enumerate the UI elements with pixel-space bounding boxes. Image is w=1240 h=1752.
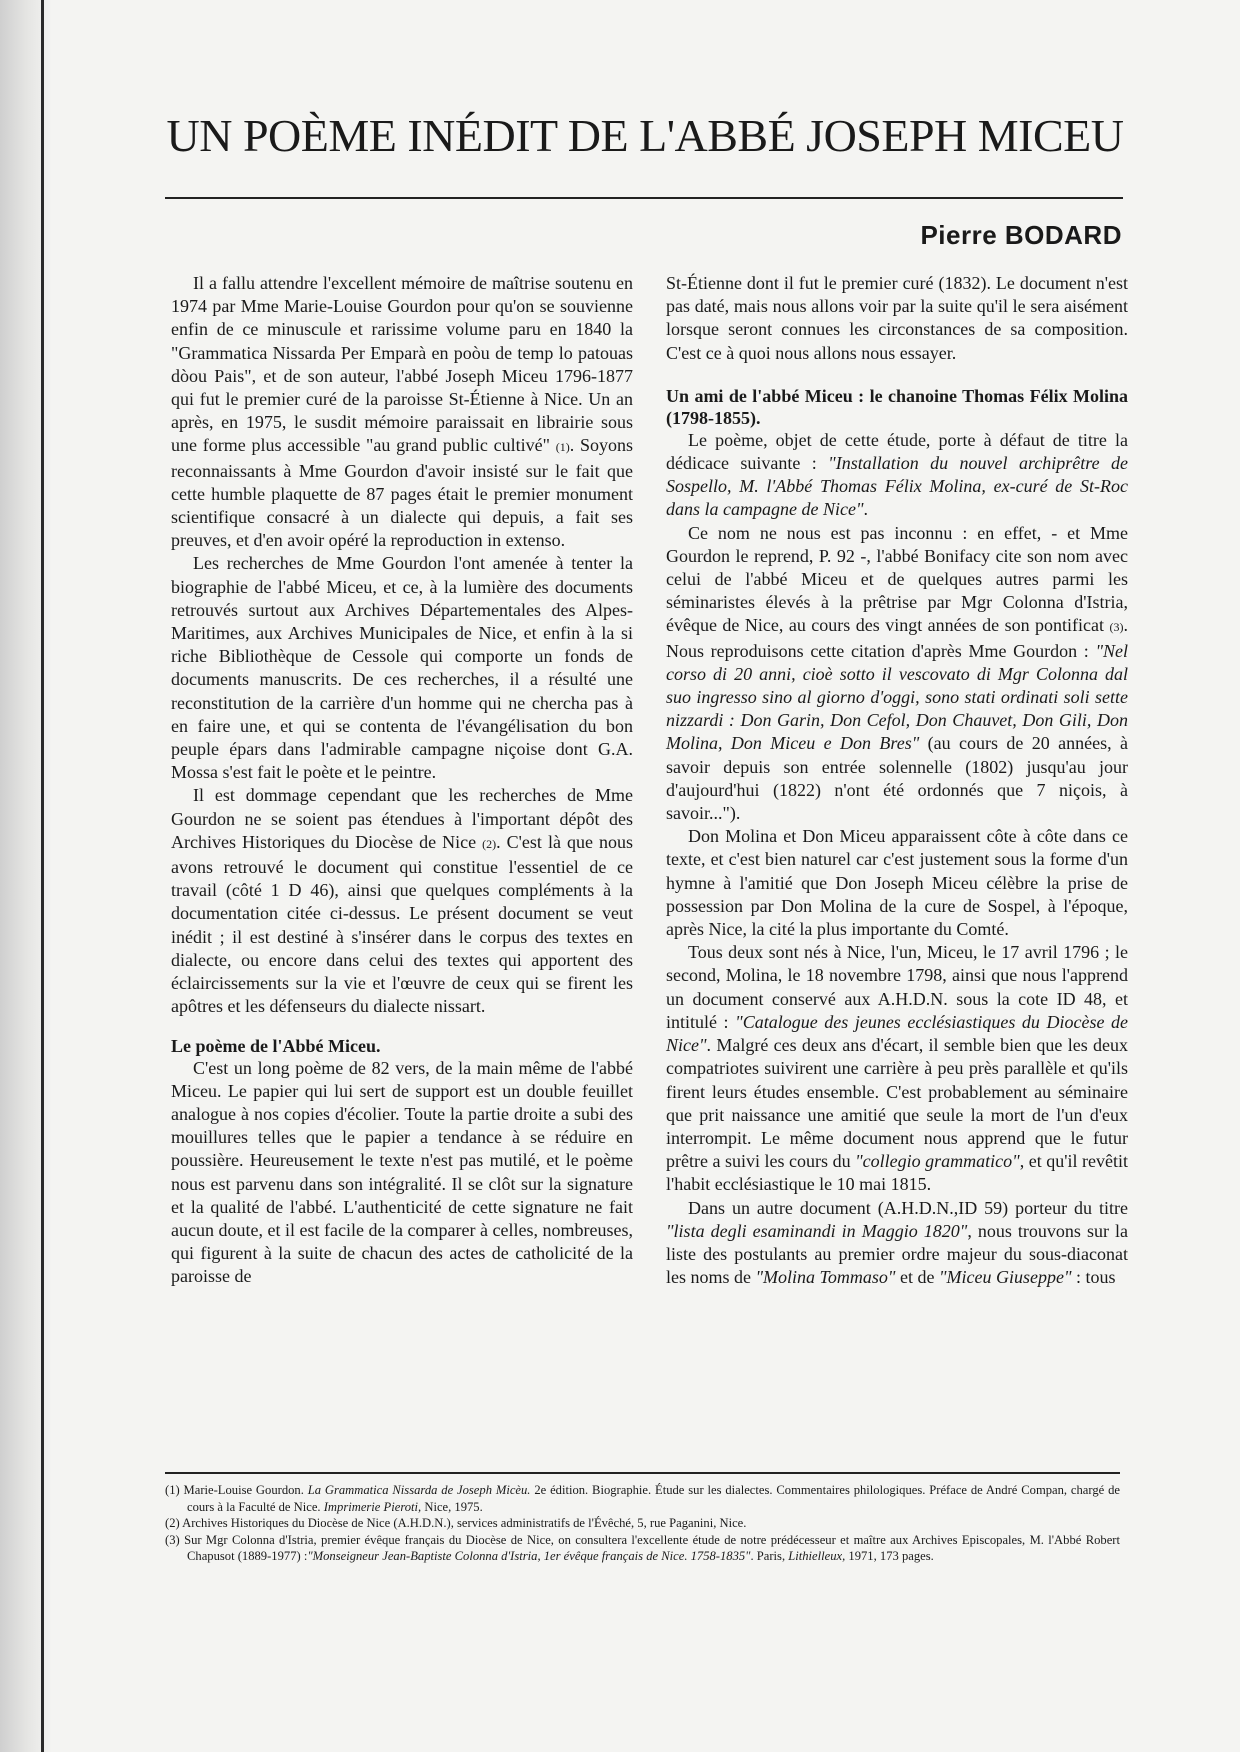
footnote-ref[interactable]: (3) [1109,620,1124,635]
paragraph: Il est dommage cependant que les recherches de Mme Gourdon ne se soient pas étendues à l'important dépôt des Archives Historiques du Diocèse de Nice (2). C'est là que nous avons retrouvé le document qui constitue l'essentiel de ce travail (côté 1 D 46), ainsi que quelques compléments à la documentation citée ci-dessus. Le présent document se veut inédit ; il est destiné à s'insérer dans le corpus des textes en dialecte, ou encore dans celui des textes qui apportent des éclaircissements sur la vie et l'œuvre de ceux qui se firent les apôtres et les défenseurs du dialecte nissart. [171,785,633,1017]
paragraph: C'est un long poème de 82 vers, de la main même de l'abbé Miceu. Le papier qui lui sert de support est un double feuillet analogue à nos copies d'écolier. Toute la partie droite a subi des mouillures telles que le papier a tendance à se réduire en poussière. Heureusement le texte n'est pas mutilé, et le poème nous est parvenu dans son intégralité. Il se clôt sur la signature et la qualité de l'abbé. L'authenticité de cette signature ne fait aucun doute, et il est facile de la comparer à celles, nombreuses, qui figurent à la suite de chacun des actes de catholicité de la paroisse de [171,1057,633,1287]
footnotes [165,1482,1120,1565]
paragraph: Ce nom ne nous est pas inconnu : en effet, - et Mme Gourdon le reprend, P. 92 -, l'abbé Bonifacy cite son nom avec celui de l'abbé Miceu et de quelques autres parmi les séminaristes élevés à la prêtrise par Mgr Colonna d'Istria, évêque de Nice, au cours des vingt années de son pontificat (3). Nous reproduisons cette citation d'après Mme Gourdon : "Nel corso di 20 anni, cioè sotto il vescovato di Mgr Colonna dal suo ingresso sino al giorno d'oggi, sono stati ordinati soli sette nizzardi : Don Garin, Don Cefol, Don Chauvet, Don Gili, Don Molina, Don Miceu e Don Bres" (au cours de 20 années, à savoir depuis son entrée solennelle (1802) jusqu'au jour d'aujourd'hui (1822) n'ont été ordonnés que 7 niçois, à savoir..."). [666,522,1128,824]
title-rule [165,197,1123,199]
footnote-2: (2) Archives Historiques du Diocèse de Nice (A.H.D.N.), services administratifs de l'Évêché, 5, rue Paganini, Nice. [165,1516,747,1530]
section-heading: Le poème de l'Abbé Miceu. [171,1035,381,1056]
footnote-rule [165,1472,1120,1474]
author-name: Pierre BODARD [920,220,1122,250]
footnote-ref[interactable]: (1) [555,440,570,455]
footnote-1: (1) Marie-Louise Gourdon. La Grammatica Nissarda de Joseph Micèu. 2e édition. Biographie. Étude sur les dialectes. Commentaires philologiques. Préface de André Compan, chargé de cours à la Faculté de Nice. Imprimerie Pieroti, Nice, 1975. [165,1483,1120,1514]
paragraph: Dans un autre document (A.H.D.N.,ID 59) porteur du titre "lista degli esaminandi in Maggio 1820", nous trouvons sur la liste des postulants au premier ordre majeur du sous-diaconat les noms de "Molina Tommaso" et de "Miceu Giuseppe" : tous [666,1197,1128,1288]
article-title: UN POÈME INÉDIT DE L'ABBÉ JOSEPH MICEU [166,110,1124,161]
paragraph: Don Molina et Don Miceu apparaissent côte à côte dans ce texte, et c'est bien naturel car c'est justement sous la forme d'un hymne à l'amitié que Don Joseph Miceu célèbre la prise de possession par Don Molina de la cure de Sospel, à l'époque, après Nice, la cité la plus importante du Comté. [666,826,1128,940]
paragraph: St-Étienne dont il fut le premier curé (1832). Le document n'est pas daté, mais nous allons voir par la suite qu'il le sera aisément lorsque seront connues les circonstances de sa composition. C'est ce à quoi nous allons nous essayer. [666,273,1128,363]
paragraph: Les recherches de Mme Gourdon l'ont amenée à tenter la biographie de l'abbé Miceu, et ce, à la lumière des documents retrouvés surtout aux Archives Départementales des Alpes-Maritimes, aux Archives Municipales de Nice, et enfin à la si riche Bibliothèque de Cessole qui comporte un fonds de documents manuscrits. De ces recherches, il a résulté une reconstitution de la carrière d'un homme qui ne chercha pas à en faire une, et qui se contenta de l'évangélisation du bon peuple épars dans l'admirable campagne niçoise dont G.A. Mossa s'est fait le poète et le peintre. [171,553,633,783]
paragraph: Il a fallu attendre l'excellent mémoire de maîtrise soutenu en 1974 par Mme Marie-Louise Gourdon pour qu'on se souvienne enfin de ce minuscule et rarissime volume paru en 1840 la "Grammatica Nissarda Per Emparà en poòu de temp lo patouas dòou Pais", et de son auteur, l'abbé Joseph Miceu 1796-1877 qui fut le premier curé de la paroisse St-Étienne à Nice. Un an après, en 1975, le susdit mémoire paraissait en librairie sous une forme plus accessible "au grand public cultivé" (1). Soyons reconnaissants à Mme Gourdon d'avoir insisté sur le fait que cette humble plaquette de 87 pages était le premier monument scientifique consacré à un dialecte qui depuis, a fait ses preuves, et d'en avoir opéré la reproduction in extenso. [171,273,634,551]
book-binding-line [41,0,44,1752]
footnote-ref[interactable]: (2) [482,836,497,851]
footnote-3: (3) Sur Mgr Colonna d'Istria, premier évêque français du Diocèse de Nice, on consultera l'excellente étude de notre prédécesseur et maître aux Archives Episcopales, M. l'Abbé Robert Chapusot (1889-1977) :"Monseigneur Jean-Baptiste Colonna d'Istria, 1er évêque français de Nice. 1758-1835". Paris, Lithielleux, 1971, 173 pages. [165,1532,1120,1563]
paragraph: Le poème, objet de cette étude, porte à défaut de titre la dédicace suivante : "Installation du nouvel archiprêtre de Sospello, M. l'Abbé Thomas Félix Molina, ex-curé de St-Roc dans la campagne de Nice". [666,429,1128,520]
right-column [666,272,1128,1289]
left-column [171,272,633,1289]
paragraph: Tous deux sont nés à Nice, l'un, Miceu, le 17 avril 1796 ; le second, Molina, le 18 novembre 1798, ainsi que nous l'apprend un document conservé aux A.H.D.N. sous la cote ID 48, et intitulé : "Catalogue des jeunes ecclésiastiques du Diocèse de Nice". Malgré ces deux ans d'écart, il semble bien que les deux compatriotes suivirent une carrière à peu près parallèle et qu'ils firent leurs études ensemble. C'est probablement au séminaire que prit naissance une amitié que seule la mort de l'un d'eux interrompit. Le même document nous apprend que le futur prêtre a suivi les cours du "collegio grammatico", et qu'il revêtit l'habit ecclésiastique le 10 mai 1815. [666,942,1128,1195]
book-spine-shadow [0,0,52,1752]
section-heading: Un ami de l'abbé Miceu : le chanoine Thomas Félix Molina (1798-1855). [666,385,1128,428]
